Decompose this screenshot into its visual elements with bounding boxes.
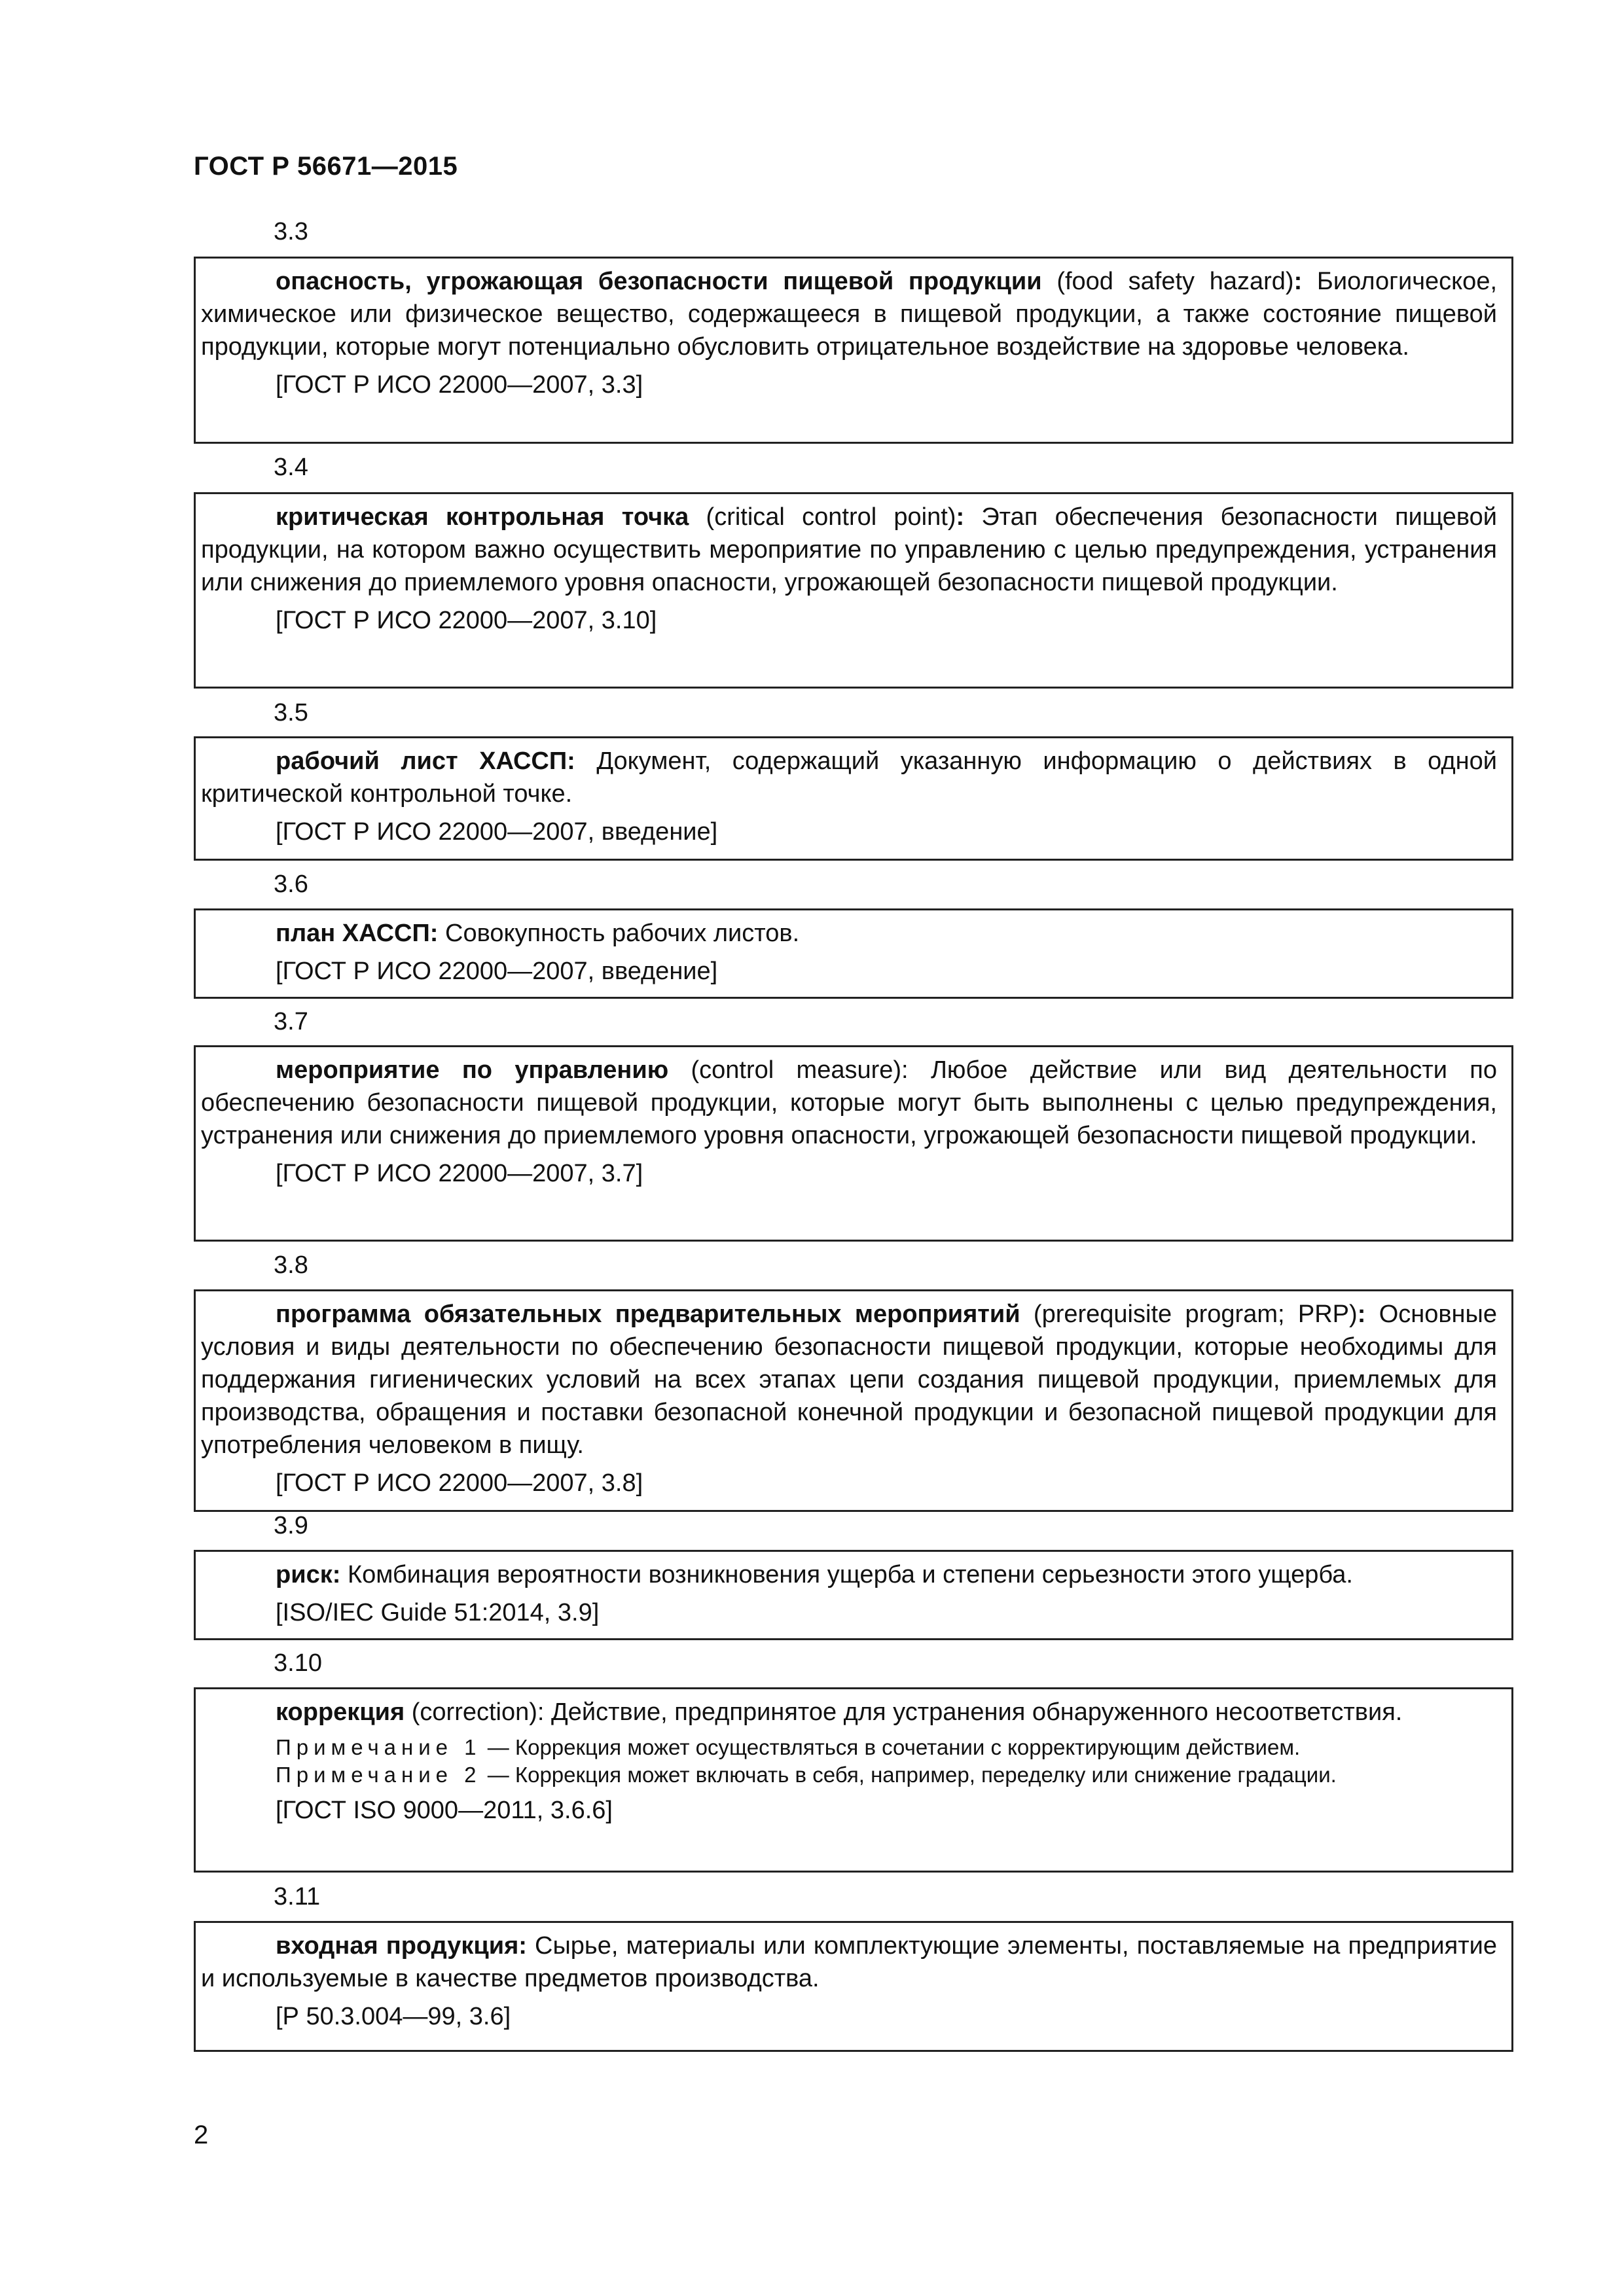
term-name: риск:: [276, 1561, 341, 1588]
note-text: — Коррекция может включать в себя, например, переделку или снижение градации.: [481, 1763, 1337, 1787]
term-number: 3.3: [274, 218, 308, 245]
definition-text: Документ, содержащий указанную информацию о действиях в одной критической контрольной точке.: [201, 747, 1497, 808]
term-source: [ГОСТ Р ИСО 22000—2007, 3.10]: [276, 607, 657, 634]
term-box: [194, 1687, 1513, 1873]
term-definition: [201, 917, 1497, 950]
term-number: 3.6: [274, 870, 308, 898]
term-number: 3.7: [274, 1008, 308, 1035]
definition-text: Этап обеспечения безопасности пищевой продукции, на котором важно осуществить мероприятие по управлению с целью предупреждения, устранения или снижения до приемлемого уровня опасности, угрожающей безопасности пищевой продукции.: [201, 503, 1497, 596]
term-number: 3.11: [274, 1883, 321, 1910]
term-name: опасность, угрожающая безопасности пищевой продукции: [276, 268, 1042, 295]
document-id: ГОСТ Р 56671—2015: [194, 152, 458, 181]
term-definition: [201, 745, 1497, 810]
page-number: 2: [194, 2121, 209, 2149]
term-name: критическая контрольная точка: [276, 503, 689, 531]
term-definition: [201, 1696, 1497, 1729]
term-box: [194, 736, 1513, 861]
term-english: (prerequisite program; PRP): [1020, 1300, 1358, 1328]
term-name: план ХАССП:: [276, 920, 439, 947]
term-colon: :: [956, 503, 965, 531]
term-source: [ГОСТ Р ИСО 22000—2007, введение]: [276, 958, 718, 985]
term-english: (food safety hazard): [1041, 268, 1294, 295]
term-colon: :: [1293, 268, 1303, 295]
term-source: [ГОСТ ISO 9000—2011, 3.6.6]: [276, 1797, 613, 1824]
term-number: 3.4: [274, 454, 308, 481]
note-label: Примечание 2: [276, 1763, 482, 1787]
term-source: [ГОСТ Р ИСО 22000—2007, 3.8]: [276, 1469, 643, 1497]
note-label: Примечание 1: [276, 1735, 482, 1759]
term-definition: [201, 501, 1497, 599]
term-number: 3.10: [274, 1649, 322, 1677]
definition-text: Комбинация вероятности возникновения ущерба и степени серьезности этого ущерба.: [340, 1561, 1353, 1588]
note: [201, 1761, 1497, 1789]
note: [201, 1734, 1497, 1761]
term-box: [194, 1045, 1513, 1242]
definition-text: (correction): Действие, предпринятое для устранения обнаруженного несоответствия.: [405, 1698, 1403, 1726]
term-box: [194, 1289, 1513, 1512]
term-definition: [201, 1298, 1497, 1462]
term-box: [194, 1550, 1513, 1640]
term-name: мероприятие по управлению: [276, 1056, 669, 1084]
note-text: — Коррекция может осуществляться в сочетании с корректирующим действием.: [481, 1735, 1301, 1759]
term-english: (critical control point): [689, 503, 956, 531]
definition-text: Сырье, материалы или комплектующие элементы, поставляемые на предприятие и используемые в качестве предметов производства.: [201, 1932, 1497, 1992]
term-source: [ГОСТ Р ИСО 22000—2007, 3.7]: [276, 1160, 643, 1187]
term-name: коррекция: [276, 1698, 405, 1726]
term-number: 3.8: [274, 1251, 308, 1279]
term-name: рабочий лист ХАССП:: [276, 747, 575, 775]
term-source: [ISO/IEC Guide 51:2014, 3.9]: [276, 1599, 600, 1626]
term-name: входная продукция:: [276, 1932, 527, 1960]
term-number: 3.9: [274, 1512, 308, 1539]
term-colon: :: [1357, 1300, 1366, 1328]
term-name: программа обязательных предварительных мероприятий: [276, 1300, 1020, 1328]
term-definition: [201, 265, 1497, 363]
term-source: [ГОСТ Р ИСО 22000—2007, введение]: [276, 818, 718, 846]
term-box: [194, 908, 1513, 999]
term-box: [194, 1921, 1513, 2052]
definition-text: Совокупность рабочих листов.: [438, 920, 800, 947]
term-definition: [201, 1054, 1497, 1152]
term-source: [Р 50.3.004—99, 3.6]: [276, 2003, 511, 2030]
definition-text: Основные условия и виды деятельности по обеспечению безопасности пищевой продукции, которые необходимы для поддержания гигиенических условий на всех этапах цепи создания пищевой продукции, приемлемых для производства, обращения и поставки безопасной конечной продукции и безопасной пищевой продукции для употребления человеком в пищу.: [201, 1300, 1497, 1459]
definition-text: Биологическое, химическое или физическое вещество, содержащееся в пищевой продукции, а также состояние пищевой продукции, которые могут потенциально обусловить отрицательное воздействие на здоровье человека.: [201, 268, 1498, 361]
term-definition: [201, 1558, 1497, 1591]
term-number: 3.5: [274, 699, 308, 726]
term-box: [194, 257, 1513, 444]
term-source: [ГОСТ Р ИСО 22000—2007, 3.3]: [276, 371, 643, 399]
term-box: [194, 492, 1513, 689]
definition-text: (control measure): Любое действие или вид деятельности по обеспечению безопасности пищевой продукции, которые могут быть выполнены с целью предупреждения, устранения или снижения до приемлемого уровня опасности, угрожающей безопасности пищевой продукции.: [201, 1056, 1498, 1149]
term-definition: [201, 1929, 1497, 1995]
